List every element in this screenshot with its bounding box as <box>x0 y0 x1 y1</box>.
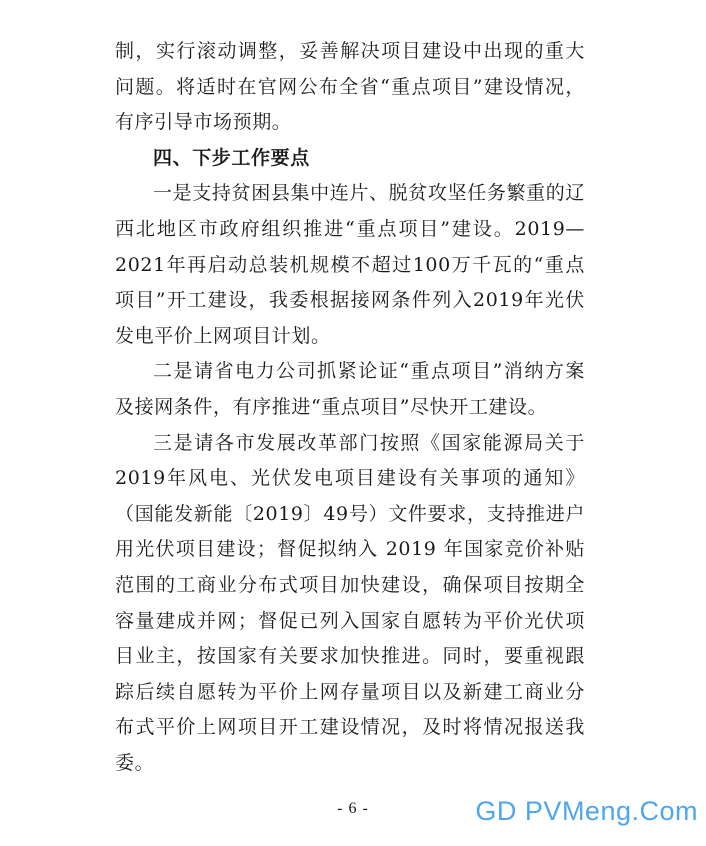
section-heading: 四、下步工作要点 <box>153 146 310 169</box>
page-number: - 6 - <box>337 800 369 817</box>
site-watermark: GD PVMeng.Com <box>475 796 698 826</box>
paragraph-item-1: 一是支持贫困县集中连片、脱贫攻坚任务繁重的辽西北地区市政府组织推进“重点项目”建设。2019—2021年再启动总装机规模不超过100万千瓦的“重点项目”开工建设，我委根据接网条件列入2019年光伏发电平价上网项目计划。 <box>115 182 585 347</box>
paragraph-continuation: 制，实行滚动调整，妥善解决项目建设中出现的重大问题。将适时在官网公布全省“重点项目”建设情况，有序引导市场预期。 <box>115 40 585 134</box>
paragraph-item-2: 二是请省电力公司抓紧论证“重点项目”消纳方案及接网条件，有序推进“重点项目”尽快开工建设。 <box>115 360 585 418</box>
paragraph-item-3: 三是请各市发展改革部门按照《国家能源局关于 2019年风电、光伏发电项目建设有关事项的通知》（国能发新能〔2019〕49号）文件要求，支持推进户用光伏项目建设；督促拟纳入 2019 年国家竞价补贴范围的工商业分布式项目加快建设，确保项目按期全容量建成并网；督促已列入国家自愿转为平价光伏项目业主，按国家有关要求加快推进。同时，要重视跟踪后续自愿转为平价上网存量项目以及新建工商业分布式平价上网项目开工建设情况，及时将情况报送我委。 <box>115 431 585 774</box>
document-body <box>115 34 585 781</box>
